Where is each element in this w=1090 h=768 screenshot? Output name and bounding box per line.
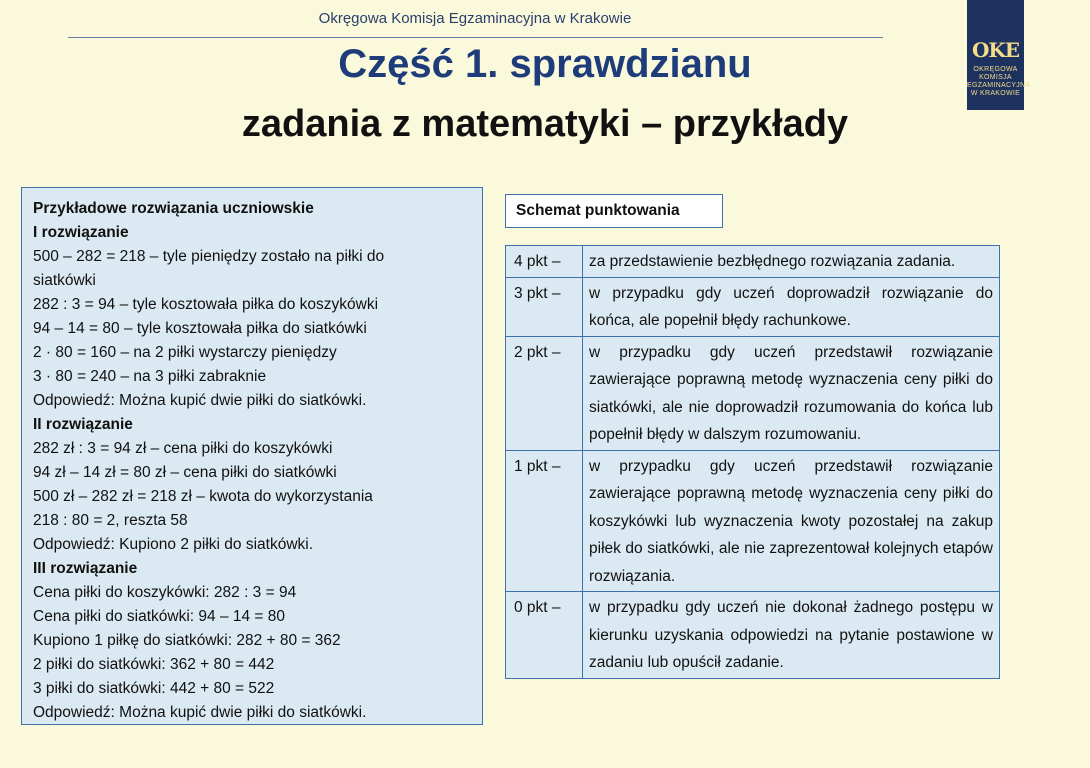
points-cell: 2 pkt – [506, 336, 583, 450]
description-cell: za przedstawienie bezbłędnego rozwiązania zadania. [583, 246, 1000, 278]
solution-line: Cena piłki do siatkówki: 94 – 14 = 80 [33, 608, 286, 625]
logo-line: EGZAMINACYJNA [967, 82, 1031, 89]
description-cell: w przypadku gdy uczeń nie dokonał żadnego postępu w kierunku uzyskania odpowiedzi na pytanie postawione w zadaniu lub opuścił zadanie. [583, 592, 1000, 679]
sample-solutions-box [21, 187, 483, 725]
solution-line: 282 : 3 = 94 – tyle kosztowała piłka do koszykówki [33, 296, 379, 313]
points-cell: 1 pkt – [506, 450, 583, 592]
header-divider [68, 37, 883, 38]
scoring-row [506, 277, 1000, 336]
solution-line: 2 · 80 = 160 – na 2 piłki wystarczy pieniędzy [33, 344, 337, 361]
solution-heading: Przykładowe rozwiązania uczniowskie [33, 200, 314, 217]
solution-heading: I rozwiązanie [33, 224, 129, 241]
solution-line: 500 zł – 282 zł = 218 zł – kwota do wykorzystania [33, 488, 373, 505]
description-cell: w przypadku gdy uczeń przedstawił rozwiązanie zawierające poprawną metodę wyznaczenia ceny piłki do koszykówki lub wyznaczenia kwoty pozostałej na zakup piłek do siatkówki, ale nie zaprezentował kolejnych etapów rozwiązania. [583, 450, 1000, 592]
solution-line: Kupiono 1 piłkę do siatkówki: 282 + 80 = 362 [33, 632, 341, 649]
logo-line: KOMISJA [979, 74, 1012, 81]
description-cell: w przypadku gdy uczeń przedstawił rozwiązanie zawierające poprawną metodę wyznaczenia ceny piłki do siatkówki, ale nie doprowadził rozumowania do końca lub popełnił błędy w dalszym rozumowaniu. [583, 336, 1000, 450]
solution-line: 500 – 282 = 218 – tyle pieniędzy zostało na piłki do [33, 248, 385, 265]
logo-mark: OKE [971, 38, 1020, 62]
organization-header: Okręgowa Komisja Egzaminacyjna w Krakowie [318, 10, 632, 27]
solution-line: 94 zł – 14 zł = 80 zł – cena piłki do siatkówki [33, 464, 337, 481]
scoring-schema-label: Schemat punktowania [505, 194, 723, 228]
solution-line: Odpowiedź: Można kupić dwie piłki do siatkówki. [33, 704, 367, 721]
page-title: Część 1. sprawdzianu [338, 42, 752, 86]
solution-line: 3 · 80 = 240 – na 3 piłki zabraknie [33, 368, 267, 385]
scoring-row [506, 592, 1000, 679]
solution-heading: III rozwiązanie [33, 560, 138, 577]
scoring-row [506, 246, 1000, 278]
solution-line: Odpowiedź: Można kupić dwie piłki do siatkówki. [33, 392, 367, 409]
solution-line: 94 – 14 = 80 – tyle kosztowała piłka do siatkówki [33, 320, 367, 337]
points-cell: 4 pkt – [506, 246, 583, 278]
solution-heading: II rozwiązanie [33, 416, 133, 433]
solution-line: 2 piłki do siatkówki: 362 + 80 = 442 [33, 656, 275, 673]
solution-line: Odpowiedź: Kupiono 2 piłki do siatkówki. [33, 536, 314, 553]
solution-line: 282 zł : 3 = 94 zł – cena piłki do koszykówki [33, 440, 333, 457]
points-cell: 3 pkt – [506, 277, 583, 336]
solution-line: 218 : 80 = 2, reszta 58 [33, 512, 188, 529]
page-subtitle: zadania z matematyki – przykłady [241, 103, 849, 145]
scoring-row [506, 450, 1000, 592]
solution-line: siatkówki [33, 272, 96, 289]
logo-line: W KRAKOWIE [970, 90, 1021, 97]
points-cell: 0 pkt – [506, 592, 583, 679]
scoring-row [506, 336, 1000, 450]
logo-line: OKRĘGOWA [973, 66, 1018, 73]
solution-line: Cena piłki do koszykówki: 282 : 3 = 94 [33, 584, 297, 601]
scoring-table [505, 245, 1000, 679]
description-cell: w przypadku gdy uczeń doprowadził rozwiązanie do końca, ale popełnił błędy rachunkowe. [583, 277, 1000, 336]
solution-line: 3 piłki do siatkówki: 442 + 80 = 522 [33, 680, 275, 697]
